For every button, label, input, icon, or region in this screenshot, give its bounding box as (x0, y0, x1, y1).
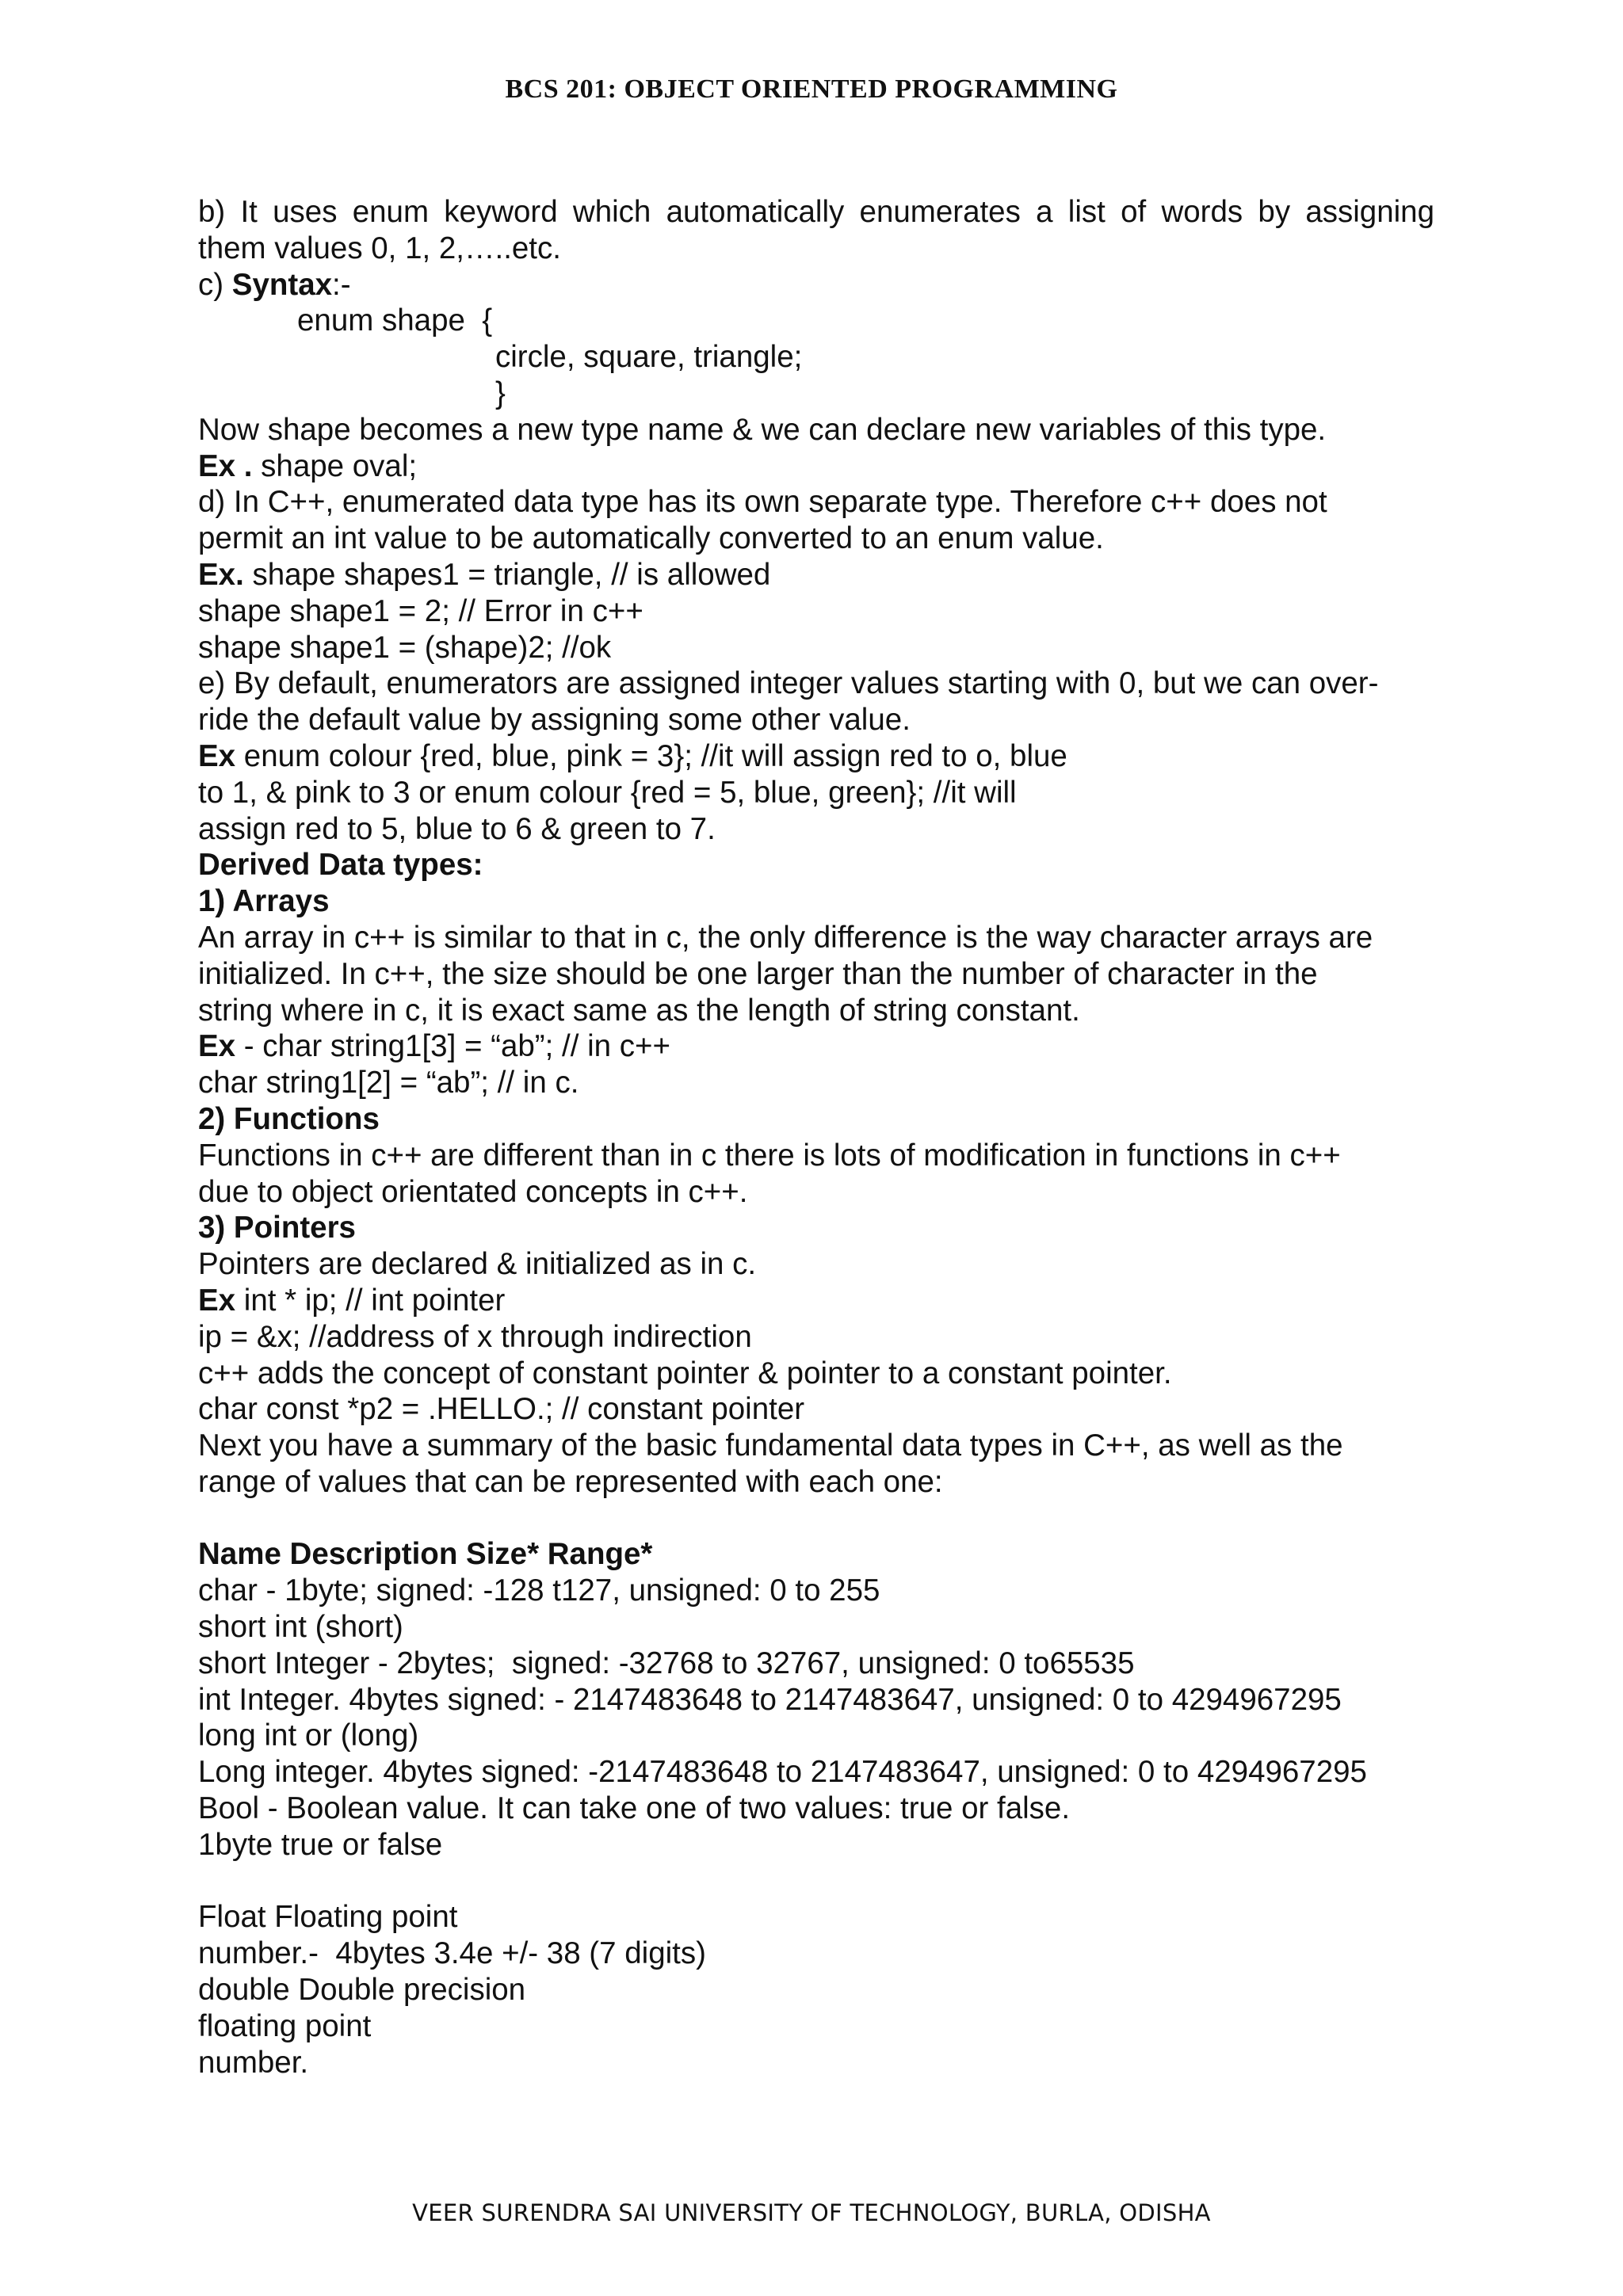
enum-close-line: } (495, 376, 506, 410)
short-name-row: short int (short) (198, 1610, 403, 1645)
example-3-label: Ex (198, 738, 236, 773)
enum-open-line: enum shape { (297, 303, 493, 338)
pointers-heading: 3) Pointers (198, 1211, 356, 1245)
enum-members-line: circle, square, triangle; (495, 340, 803, 375)
syntax-suffix: :- (332, 267, 351, 302)
shape-error-line: shape shape1 = 2; // Error in c++ (198, 593, 643, 628)
int-row: int Integer. 4bytes signed: - 2147483648 to 2147483647, unsigned: 0 to 4294967295 (198, 1682, 1342, 1717)
example-3-text: enum colour {red, blue, pink = 3}; //it will assign red to o, blue (235, 738, 1067, 773)
paragraph-b-line-2: them values 0, 1, 2,…..etc. (198, 231, 561, 265)
pointers-const-line: c++ adds the concept of constant pointer & pointer to a constant pointer. (198, 1356, 1172, 1390)
double-row-1: double Double precision (198, 1973, 526, 2008)
summary-line-1: Next you have a summary of the basic fundamental data types in C++, as well as the (198, 1428, 1343, 1463)
example-2-label: Ex. (198, 557, 244, 592)
example-4-label: Ex (198, 1029, 236, 1064)
functions-heading: 2) Functions (198, 1101, 380, 1136)
page-header: BCS 201: OBJECT ORIENTED PROGRAMMING (505, 74, 1118, 104)
syntax-line (198, 267, 1434, 303)
paragraph-e-line-1: e) By default, enumerators are assigned integer values starting with 0, but we can over- (198, 666, 1379, 701)
example-1-text: shape oval; (252, 448, 418, 483)
data-types-table-heading: Name Description Size* Range* (198, 1537, 653, 1572)
example-3 (198, 738, 1434, 775)
example-5-text: int * ip; // int pointer (235, 1283, 506, 1318)
example-2 (198, 557, 1434, 593)
arrays-line-3: string where in c, it is exact same as the length of string constant. (198, 993, 1080, 1028)
syntax-label: Syntax (231, 267, 333, 302)
example-1-label: Ex . (198, 448, 253, 483)
summary-line-2: range of values that can be represented with each one: (198, 1464, 943, 1499)
shape-type-note: Now shape becomes a new type name & we can declare new variables of this type. (198, 412, 1327, 447)
char-row: char - 1byte; signed: -128 t127, unsigned: 0 to 255 (198, 1573, 880, 1608)
pointers-char-line: char const *p2 = .HELLO.; // constant pointer (198, 1392, 805, 1427)
paragraph-d-line-2: permit an int value to be automatically converted to an enum value. (198, 521, 1104, 556)
paragraph-b-line-1: b) It uses enum keyword which automatically enumerates a list of words by assigning (198, 195, 1434, 229)
page-footer: VEER SURENDRA SAI UNIVERSITY OF TECHNOLOGY, BURLA, ODISHA (412, 2199, 1211, 2226)
derived-data-types-heading: Derived Data types: (198, 848, 483, 883)
bool-row: Bool - Boolean value. It can take one of two values: true or false. (198, 1791, 1071, 1826)
float-row-2: number.- 4bytes 3.4e +/- 38 (7 digits) (198, 1936, 706, 1971)
double-row-3: number. (198, 2045, 309, 2080)
example-3-line-2: to 1, & pink to 3 or enum colour {red = 5, blue, green}; //it will (198, 775, 1017, 810)
short-row: short Integer - 2bytes; signed: -32768 to 32767, unsigned: 0 to65535 (198, 1646, 1135, 1680)
long-row: Long integer. 4bytes signed: -2147483648 to 2147483647, unsigned: 0 to 4294967295 (198, 1755, 1367, 1790)
blank-line (198, 1863, 1434, 1900)
example-5 (198, 1283, 1434, 1319)
example-5-label: Ex (198, 1283, 236, 1318)
functions-line-2: due to object orientated concepts in c++. (198, 1174, 748, 1209)
arrays-heading: 1) Arrays (198, 884, 330, 919)
pointers-line-1: Pointers are declared & initialized as in c. (198, 1247, 757, 1282)
example-1 (198, 448, 1434, 485)
bool-size-row: 1byte true or false (198, 1827, 443, 1862)
paragraph-e-line-2: ride the default value by assigning some other value. (198, 703, 911, 738)
shape-ok-line: shape shape1 = (shape)2; //ok (198, 630, 612, 665)
pointers-ip-line: ip = &x; //address of x through indirection (198, 1319, 752, 1354)
document-body (198, 194, 1434, 2081)
example-4 (198, 1028, 1434, 1065)
double-row-2: floating point (198, 2008, 372, 2043)
functions-line-1: Functions in c++ are different than in c there is lots of modification in functions in c++ (198, 1138, 1341, 1173)
arrays-line-1: An array in c++ is similar to that in c, the only difference is the way character arrays are (198, 920, 1373, 955)
example-2-text: shape shapes1 = triangle, // is allowed (243, 557, 771, 592)
arrays-line-2: initialized. In c++, the size should be one larger than the number of character in the (198, 956, 1318, 991)
long-name-row: long int or (long) (198, 1718, 419, 1753)
float-row-1: Float Floating point (198, 1900, 458, 1935)
blank-line (198, 1501, 1434, 1537)
paragraph-d-line-1: d) In C++, enumerated data type has its own separate type. Therefore c++ does not (198, 485, 1327, 520)
example-4-text: - char string1[3] = “ab”; // in c++ (235, 1029, 670, 1064)
example-3-line-3: assign red to 5, blue to 6 & green to 7. (198, 811, 716, 846)
syntax-prefix: c) (198, 267, 232, 302)
arrays-c-example: char string1[2] = “ab”; // in c. (198, 1066, 579, 1100)
